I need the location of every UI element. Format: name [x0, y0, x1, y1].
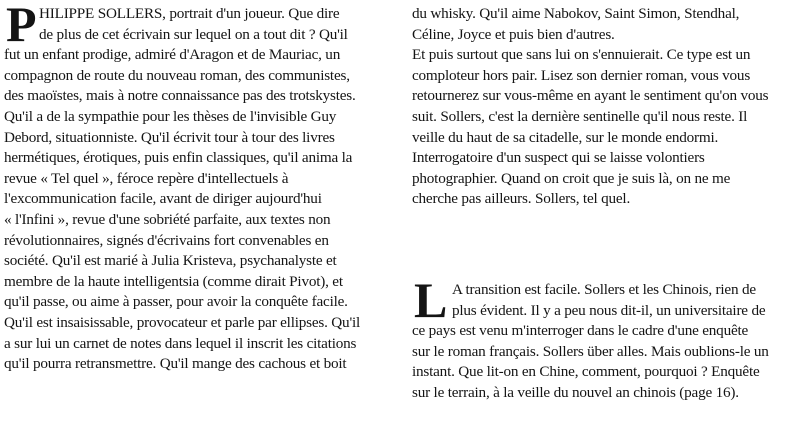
text-line: cherche pas ailleurs. Sollers, tel quel.: [412, 190, 631, 208]
text-line: comploteur hors pair. Lisez son dernier roman, vous vous: [412, 66, 751, 84]
text-line: révolutionnaires, signés d'écrivains fort convenables en: [4, 231, 329, 249]
text-line: hermétiques, érotiques, puis enfin classiques, qu'il anima la: [4, 149, 353, 167]
text-line: a sur lui un carnet de notes dans lequel il inscrit les citations: [4, 334, 357, 352]
text-line: Et puis surtout que sans lui on s'ennuierait. Ce type est un: [412, 46, 751, 64]
text-line: des maoïstes, mais à notre connaissance pas des trotskystes.: [4, 87, 356, 105]
text-line: société. Qu'il est marié à Julia Kristeva, psychanalyste et: [4, 252, 337, 270]
text-line: photographier. Quand on croit que je suis là, on ne me: [412, 169, 731, 187]
dropcap-p: P: [6, 0, 37, 52]
text-line: Debord, situationniste. Qu'il écrivit tour à tour des livres: [4, 128, 335, 146]
text-line: l'excommunication facile, avant de diriger aujourd'hui: [4, 190, 322, 208]
text-line: Interrogatoire d'un suspect qui se laisse volontiers: [412, 149, 705, 167]
text-line: fut un enfant prodige, admiré d'Aragon et de Mauriac, un: [4, 46, 341, 64]
text-line: sur le roman français. Sollers über alles. Mais oublions-le un: [412, 342, 769, 360]
text-line: qu'il pourra retransmettre. Qu'il mange des cachous et boit: [4, 355, 347, 373]
text-line: HILIPPE SOLLERS, portrait d'un joueur. Que dire: [39, 5, 340, 22]
text-line: compagnon de route du nouveau roman, des communistes,: [4, 66, 350, 84]
text-line: retournerez sur vous-même en ayant le sentiment qu'on vous: [412, 87, 769, 105]
text-line: « l'Infini », revue d'une sobriété parfaite, aux textes non: [4, 210, 331, 228]
text-line: de plus de cet écrivain sur lequel on a tout dit ? Qu'il: [39, 25, 348, 43]
text-line: A transition est facile. Sollers et les Chinois, rien de: [452, 281, 756, 298]
text-line: membre de la haute intelligentsia (comme dirait Pivot), et: [4, 272, 343, 290]
text-line: Céline, Joyce et puis bien d'autres.: [412, 25, 615, 43]
dropcap-l: L: [414, 272, 448, 328]
text-line: veille du haut de sa citadelle, sur le monde endormi.: [412, 128, 719, 146]
text-line: qu'il passe, ou aime à passer, pour avoir la conquête facile.: [4, 293, 348, 311]
text-line: Qu'il est insaisissable, provocateur et parle par ellipses. Qu'il: [4, 313, 361, 331]
text-line: revue « Tel quel », féroce repère d'intellectuels à: [4, 169, 289, 187]
right-column: [412, 4, 784, 401]
text-line: plus évident. Il y a peu nous dit-il, un universitaire de: [452, 301, 766, 319]
text-line: suit. Sollers, c'est la dernière sentinelle qu'il nous reste. Il: [412, 107, 748, 125]
text-line: Qu'il a de la sympathie pour les thèses de l'invisible Guy: [4, 107, 337, 125]
text-line: sur le terrain, à la veille du nouvel an chinois (page 16).: [412, 383, 739, 401]
text-line: ce pays est venu m'interroger dans le cadre d'une enquête: [412, 322, 749, 340]
left-column: [4, 0, 388, 375]
text-line: instant. Que lit-on en Chine, comment, pourquoi ? Enquête: [412, 363, 760, 381]
second-article: [412, 272, 784, 404]
text-line: du whisky. Qu'il aime Nabokov, Saint Simon, Stendhal,: [412, 5, 740, 22]
